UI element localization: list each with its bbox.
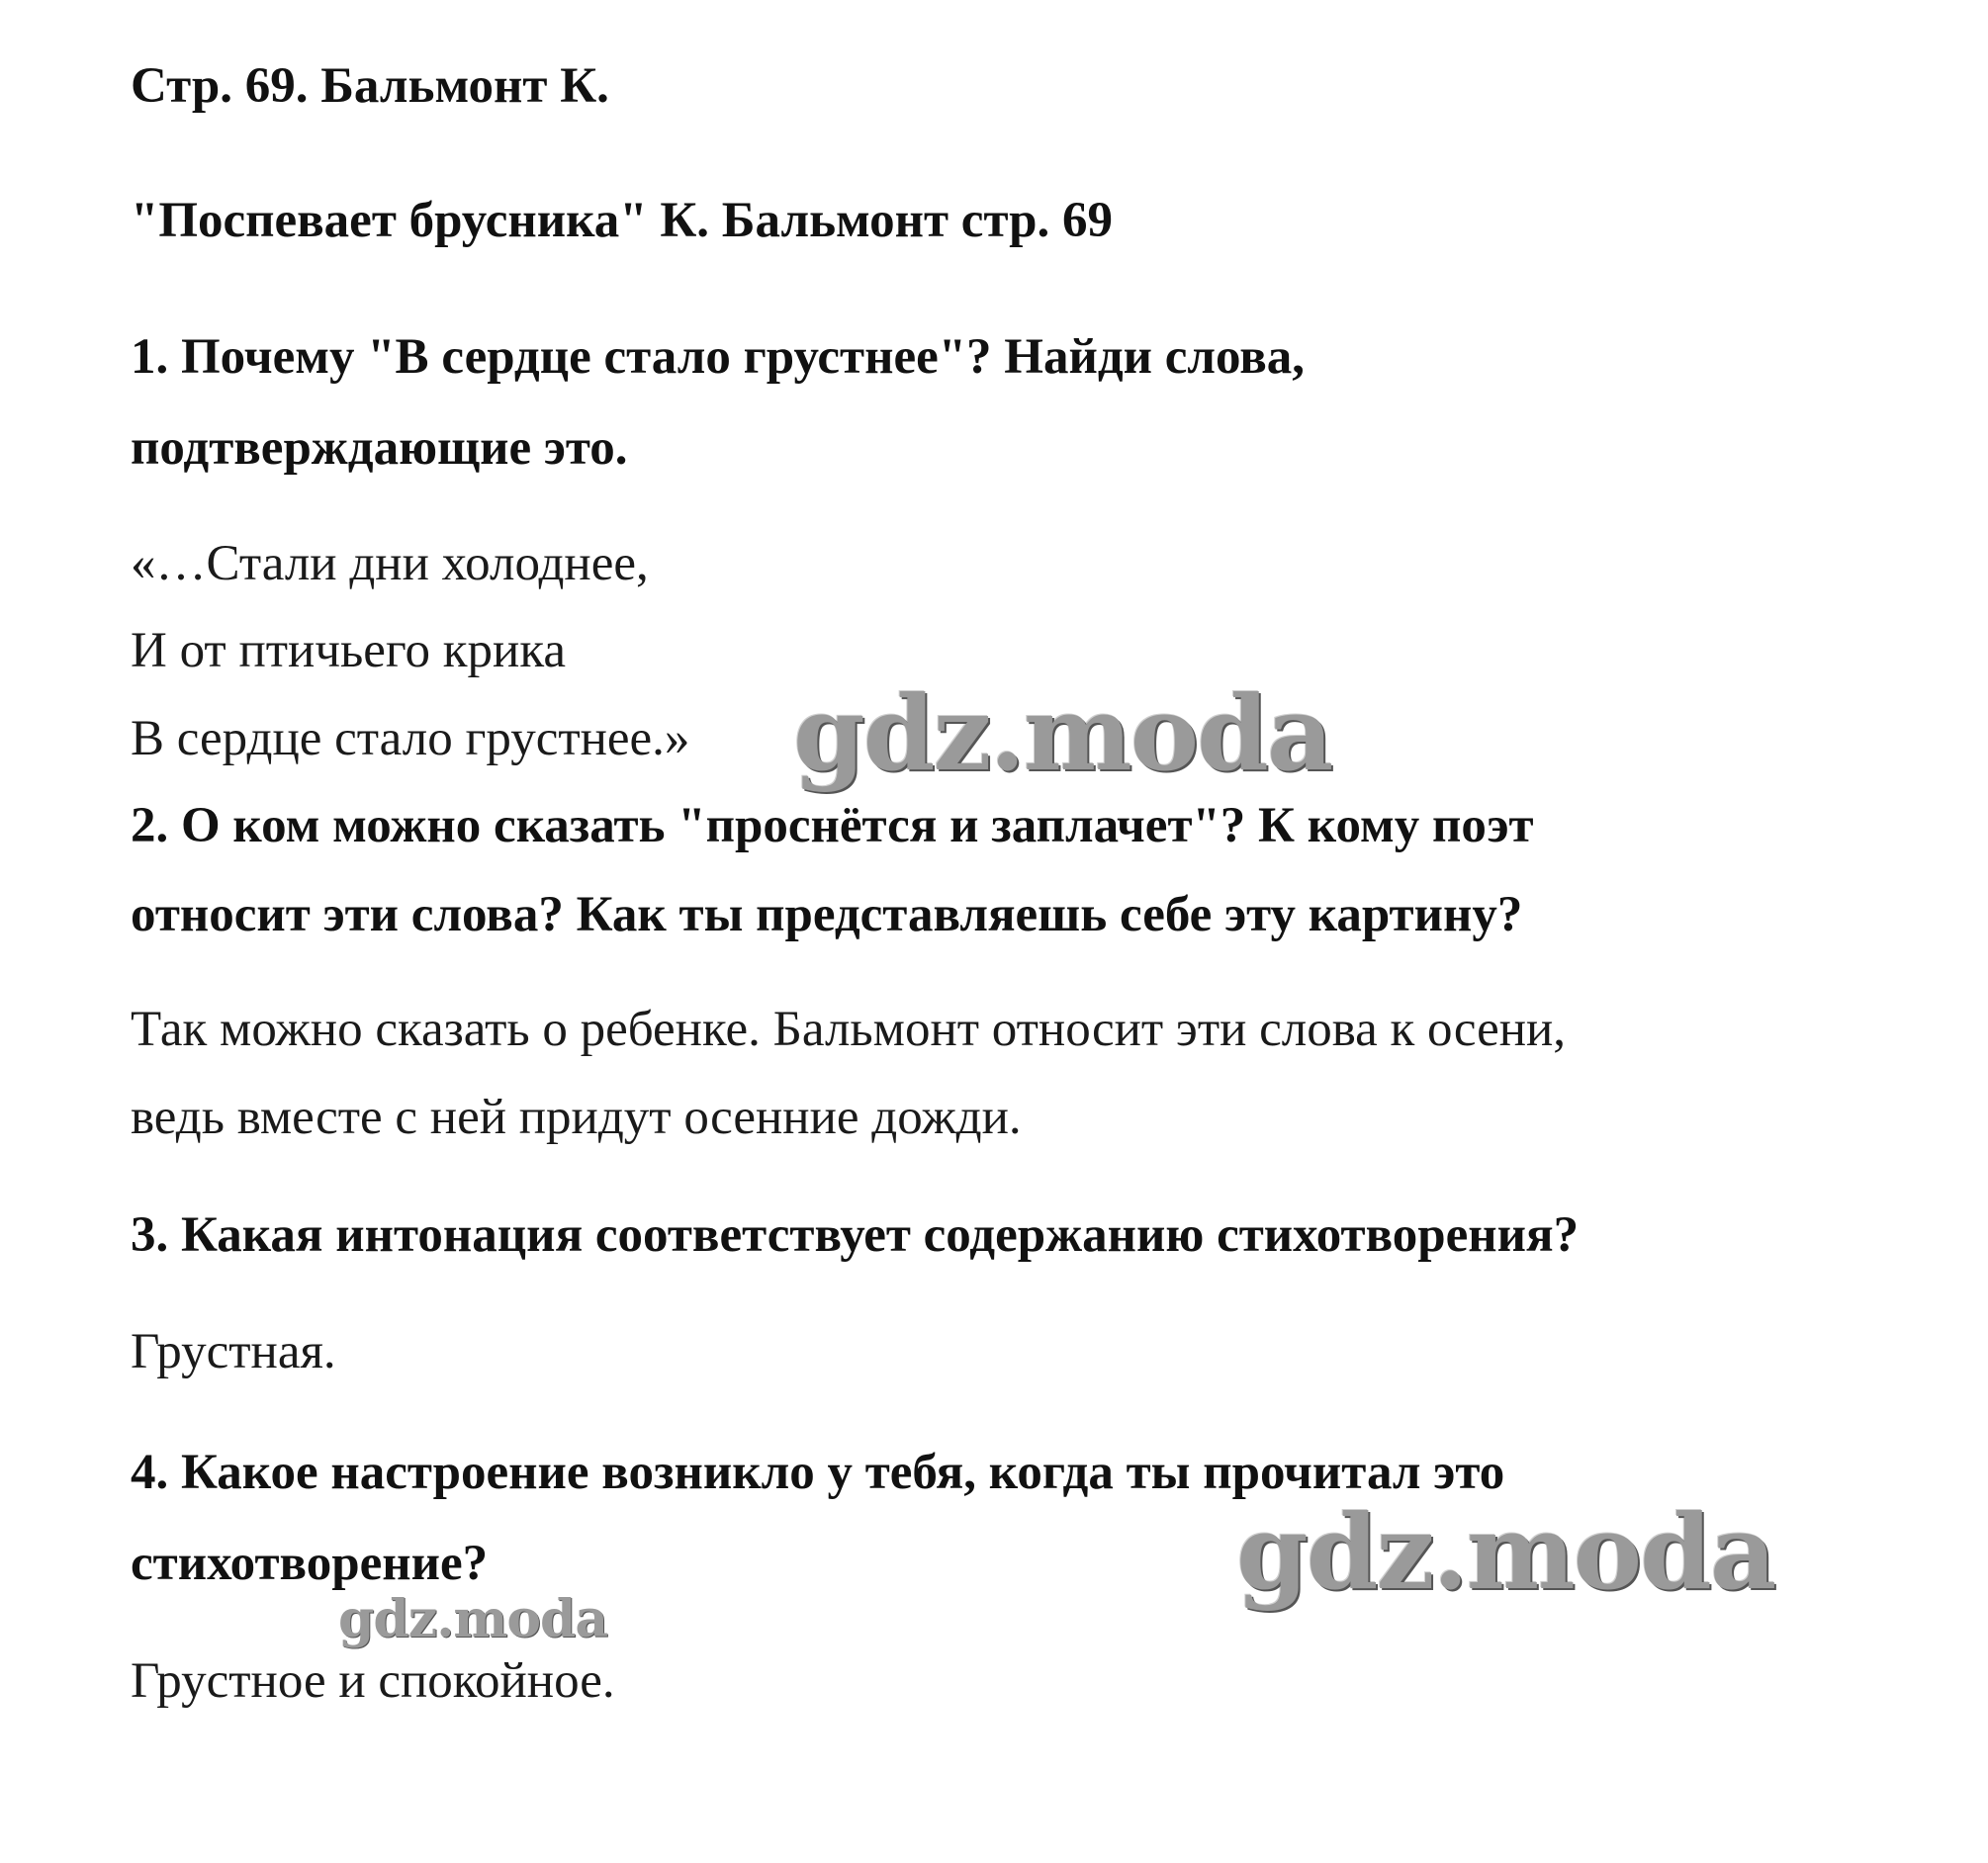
page-subtitle: "Поспевает брусника" К. Бальмонт стр. 69 <box>131 193 1113 248</box>
question-1-line-2: подтверждающие это. <box>131 420 628 476</box>
question-2-line-2: относит эти слова? Как ты представляешь себе эту картину? <box>131 887 1523 942</box>
page-title: Стр. 69. Бальмонт К. <box>131 58 609 114</box>
question-4-line-2: стихотворение? <box>131 1536 489 1591</box>
answer-1-line-1: «…Стали дни холоднее, <box>131 536 649 591</box>
question-4-line-1: 4. Какое настроение возникло у тебя, когда ты прочитал это <box>131 1445 1505 1500</box>
answer-1-line-2: И от птичьего крика <box>131 623 566 678</box>
watermark-logo: gdz.moda <box>1236 1491 1775 1613</box>
answer-2-line-1: Так можно сказать о ребенке. Бальмонт относит эти слова к осени, <box>131 1002 1567 1057</box>
answer-1-line-3: В сердце стало грустнее.» <box>131 711 690 766</box>
watermark-logo: gdz.moda <box>793 672 1332 794</box>
question-1-line-1: 1. Почему "В сердце стало грустнее"? Найди слова, <box>131 329 1306 385</box>
answer-4-line-1: Грустное и спокойное. <box>131 1653 615 1709</box>
watermark-logo: gdz.moda <box>338 1589 608 1649</box>
question-2-line-1: 2. О ком можно сказать "проснётся и заплачет"? К кому поэт <box>131 798 1534 853</box>
answer-2-line-2: ведь вместе с ней придут осенние дожди. <box>131 1090 1022 1145</box>
answer-3-line-1: Грустная. <box>131 1324 336 1379</box>
question-3-line-1: 3. Какая интонация соответствует содержанию стихотворения? <box>131 1207 1580 1263</box>
